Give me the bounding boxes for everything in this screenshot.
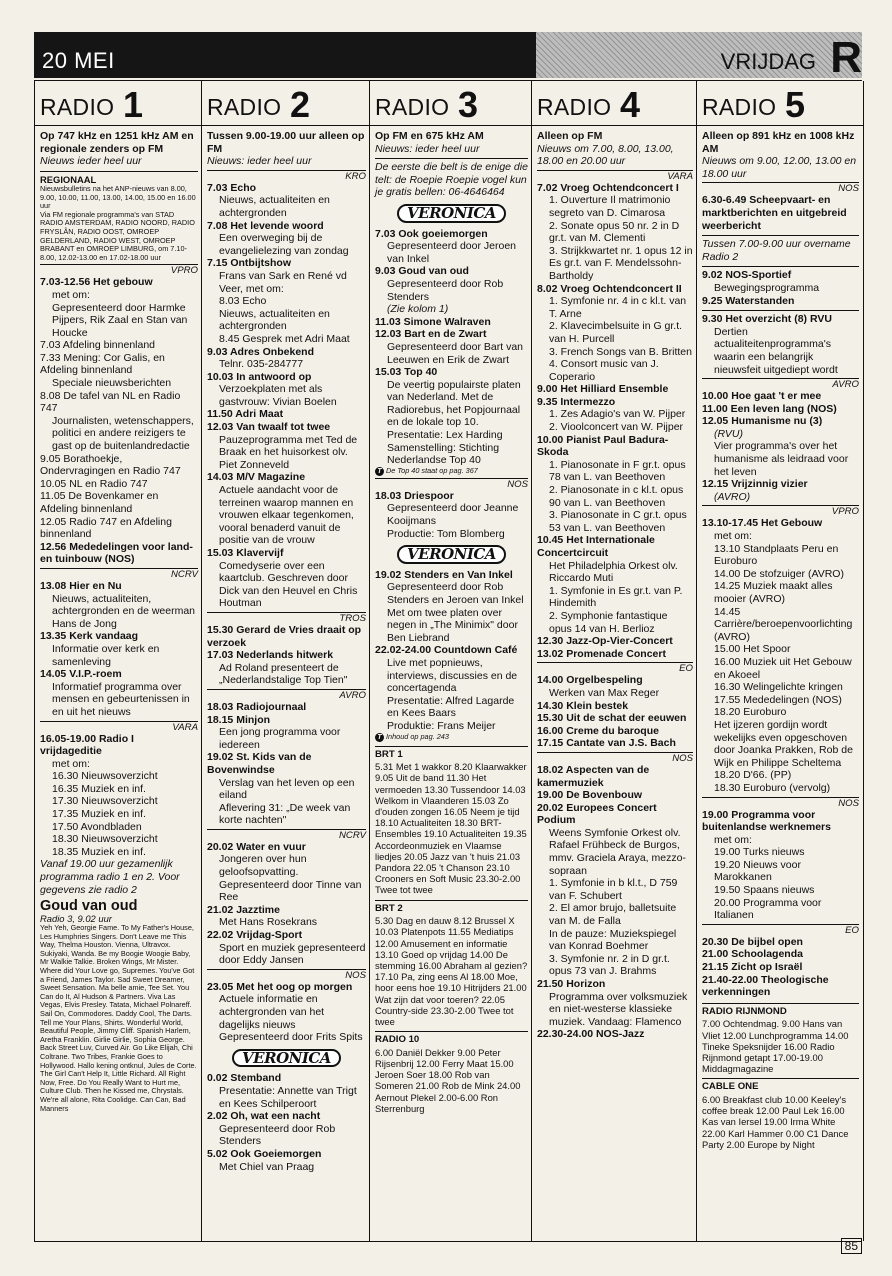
program-title: 20.02 Water en vuur	[207, 840, 306, 853]
program-detail: Gepresenteerd door Jeroen van Inkel	[387, 240, 516, 265]
section-divider	[702, 310, 859, 311]
radio-3-column	[369, 81, 532, 1241]
broadcaster-label: NOS	[702, 797, 859, 809]
program-detail: met om:	[52, 288, 90, 301]
column-header	[697, 81, 863, 126]
program-title: 17.15 Cantate van J.S. Bach	[537, 737, 676, 750]
station-name: RADIO	[537, 94, 612, 120]
program-title: 14.00 Orgelbespeling	[537, 674, 643, 687]
radio-letter-logo: R	[830, 33, 862, 82]
program-title: 19.02 St. Kids van de Bovenwindse	[207, 751, 312, 776]
program-title: 9.03 Goud van oud	[375, 265, 469, 278]
column-header	[202, 81, 370, 126]
broadcaster-label: EO	[537, 662, 693, 674]
program-detail: Nieuws om 9.00, 12.00, 13.00 en 18.00 uur	[702, 155, 857, 180]
program-detail: Pauzeprogramma met Ted de Braak en het huisorkest olv. Piet Zonneveld	[219, 433, 358, 471]
program-detail: Journalisten, wetenschappers, politici en andere reizigers te gast op de buitenlandredactie	[52, 414, 194, 453]
veronica-logo-text: VERONICA	[397, 545, 506, 564]
program-title: 7.03-12.56 Het gebouw	[40, 276, 153, 289]
program-title: 15.30 Uit de schat der eeuwen	[537, 712, 687, 725]
program-detail: Live met popnieuws, interviews, discussies en de concertagenda	[387, 656, 518, 695]
program-title: 13.10-17.45 Het Gebouw	[702, 517, 823, 530]
program-detail: Sport en muziek gepresenteerd door Eddy Jansen	[219, 941, 366, 967]
broadcaster-label: VPRO	[40, 264, 198, 276]
program-title: Op 747 kHz en 1251 kHz AM en regionale zenders op FM	[40, 130, 194, 155]
program-title: 11.50 Adri Maat	[207, 408, 284, 421]
program-detail: Actuele aandacht voor de terreinen waarop mannen en vrouwen elkaar tegenkomen, vooral benaderd vanuit de positie van de vrouw	[219, 484, 354, 547]
program-title: 14.03 M/V Magazine	[207, 471, 306, 484]
program-detail: 3. Pianosonate in C gr.t. opus 53 van L. van Beethoven	[549, 509, 687, 534]
program-detail: 14.00 De stofzuiger (AVRO)	[714, 567, 844, 580]
program-title: 23.05 Met het oog op morgen	[207, 980, 353, 993]
page-reference: Inhoud op pag. 243	[386, 731, 449, 741]
program-detail: met om:	[714, 530, 752, 543]
schedule-list	[202, 126, 370, 1173]
program-title: 22.02-24.00 Countdown Café	[375, 644, 518, 657]
date-label: 20 MEI	[42, 48, 115, 73]
broadcaster-label: NOS	[375, 478, 528, 490]
program-title: 12.03 Van twaalf tot twee	[207, 421, 331, 434]
program-detail: Nieuws: ieder heel uur	[375, 142, 480, 155]
radio-4-column	[531, 81, 697, 1241]
program-detail: 19.00 Turks nieuws	[714, 846, 805, 859]
program-detail: Het Philadelphia Orkest olv. Riccardo Muti	[549, 559, 678, 585]
broadcaster-label: AVRO	[702, 378, 859, 390]
program-detail: Actuele informatie en achtergronden van het dagelijks nieuws	[219, 993, 325, 1031]
veronica-logo	[375, 204, 528, 223]
program-title: 18.03 Radiojournaal	[207, 700, 307, 713]
program-detail: 14.45 Carrière/beroepenvoorlichting (AVRO)	[714, 605, 853, 643]
program-detail: 1. Pianosonate in F gr.t. opus 78 van L. van Beethoven	[549, 458, 686, 484]
program-detail: 3. French Songs van B. Britten	[549, 345, 692, 358]
section-divider	[375, 158, 528, 159]
program-title: 2.02 Oh, wat een nacht	[207, 1110, 321, 1123]
program-detail: 3. Strijkkwartet nr. 1 opus 12 in Es gr.t. van F. Mendelssohn-Bartholdy	[549, 244, 693, 282]
program-title: 22.30-24.00 NOS-Jazz	[537, 1028, 645, 1041]
program-detail: 2. Vioolconcert van W. Pijper	[549, 421, 684, 434]
station-name: RADIO	[40, 94, 115, 120]
program-detail: (RVU)	[714, 427, 743, 440]
program-detail: 8.08 De tafel van NL en Radio 747	[40, 389, 181, 415]
program-title: 15.30 Gerard de Vries draait op verzoek	[207, 623, 362, 649]
program-detail: Het ijzeren gordijn wordt wekelijks even opgeschoven door Joanka Prakken, Rob de Wijk en Philippe Scheltema	[714, 718, 853, 769]
program-detail: 17.50 Avondbladen	[52, 820, 142, 833]
program-detail: Comedyserie over een kaartclub. Geschreven door Dick van den Heuvel en Chris Houtman	[219, 559, 358, 610]
program-title: 21.00 Schoolagenda	[702, 948, 803, 961]
program-detail: Nieuws, actualiteiten en achtergronden	[219, 194, 330, 219]
program-detail: Nieuws ieder heel uur	[40, 155, 142, 168]
broadcaster-label: AVRO	[207, 689, 366, 701]
program-title: 9.03 Adres Onbekend	[207, 345, 314, 358]
section-divider	[702, 266, 859, 267]
broadcaster-label: KRO	[207, 170, 366, 182]
program-detail: Vanaf 19.00 uur gezamenlijk programma radio 1 en 2. Voor gegevens zie radio 2	[40, 858, 180, 896]
program-detail: 5.31 Met 1 wakkor 8.20 Klaarwakker 9.05 Uit de band 11.30 Het vermoeden 13.30 Tussendoor 14.03 Welkom in Vlaanderen 15.03 Zo d'ouden zongen 16.05 Neem je tijd 18.10 Actualiteiten 18.30 BRT-Ensembles 19.10 Actualiteiten 19.35 Accordeonmuziek en Vlaamse liedjes 20.05 Jazz van 't huis 21.03 Pandora 22.05 't Chanson 23.10 Crooners en Soft Music 23.30-2.00 Twee tot twee	[375, 761, 527, 896]
broadcaster-label: NOS	[537, 752, 693, 764]
program-title: 21.02 Jazztime	[207, 903, 280, 916]
program-title: 19.02 Stenders en Van Inkel	[375, 568, 513, 581]
program-title: BRT 2	[375, 900, 528, 916]
program-detail: Gepresenteerd door Rob Stenders	[387, 277, 504, 303]
program-detail: Nieuws, actualiteiten, achtergronden en de weerman Hans de Jong	[52, 592, 196, 630]
program-detail: 10.05 NL en Radio 747	[40, 477, 148, 490]
program-title: 15.03 Klavervijf	[207, 547, 284, 559]
program-title: Op FM en 675 kHz AM	[375, 130, 484, 142]
program-detail: Gepresenteerd door Rob Stenders en Jeroen van Inkel	[387, 581, 524, 606]
program-title: 17.03 Nederlands hitwerk	[207, 649, 334, 662]
column-header	[370, 81, 532, 126]
program-detail: 17.35 Muziek en inf.	[52, 808, 146, 821]
program-detail: met om:	[52, 757, 90, 770]
program-detail: 2. Symphonie fantastique opus 14 van H. Berlioz	[549, 609, 668, 635]
program-title: 9.30 Het overzicht (8) RVU	[702, 313, 832, 326]
program-title: 14.30 Klein bestek	[537, 699, 629, 712]
program-title: 11.03 Simone Walraven	[375, 315, 491, 328]
broadcaster-label: TROS	[207, 612, 366, 624]
program-title: 12.03 Bart en de Zwart	[375, 328, 487, 341]
program-detail: Een jong programma voor iedereen	[219, 726, 341, 751]
program-title: RADIO RIJNMOND	[702, 1003, 859, 1019]
station-number: 2	[290, 84, 311, 125]
program-detail: 18.20 Euroburo	[714, 706, 787, 719]
program-title: BRT 1	[375, 746, 528, 762]
program-title: 16.00 Creme du baroque	[537, 724, 659, 737]
program-detail: Bewegingsprogramma	[714, 281, 820, 294]
program-detail: Presentatie: Annette van Trigt en Kees Schilperoort	[219, 1084, 357, 1110]
program-detail: Met om twee platen over negen in „The Minimix" door Ben Liebrand	[387, 606, 518, 644]
program-detail: Nieuws om 7.00, 8.00, 13.00, 18.00 en 20.00 uur	[537, 142, 674, 168]
program-title: 12.56 Mededelingen voor land- en tuinbouw (NOS)	[40, 540, 193, 566]
program-title: CABLE ONE	[702, 1078, 859, 1094]
program-detail: 17.30 Nieuwsoverzicht	[52, 795, 158, 808]
program-title: 9.02 NOS-Sportief	[702, 269, 792, 282]
program-detail: Produktie: Frans Meijer	[387, 719, 496, 732]
program-detail: 8.45 Gesprek met Adri Maat	[219, 332, 350, 345]
program-title: 5.02 Ook Goeiemorgen	[207, 1147, 322, 1160]
program-detail: Productie: Tom Blomberg	[387, 527, 505, 540]
program-detail: 16.00 Muziek uit Het Gebouw en Akoeel	[714, 655, 852, 681]
program-detail: 6.00 Breakfast club 10.00 Keeley's coffee break 12.00 Paul Lek 16.00 Kas van Iersel 19.00 Irma White 22.00 Karl Hammer 0.00 C1 Dance Party 2.00 Europe by Night	[702, 1094, 849, 1150]
veronica-logo-text: VERONICA	[397, 204, 506, 223]
program-title: 21.40-22.00 Theologische verkenningen	[702, 973, 829, 999]
reference-line	[375, 467, 528, 476]
column-header	[532, 81, 697, 126]
program-title: 18.03 Driespoor	[375, 489, 454, 502]
program-title: Tussen 9.00-19.00 uur alleen op FM	[207, 130, 365, 155]
program-detail: De eerste die belt is de enige die telt: de Roepie Roepie vogel kun je gratis bellen: 06-4646464	[375, 161, 528, 199]
program-title: 7.02 Vroeg Ochtendconcert I	[537, 181, 679, 194]
program-title: 12.05 Humanisme nu (3)	[702, 415, 823, 428]
program-detail: 8.03 Echo	[219, 295, 267, 308]
program-detail: Gepresenteerd door Frits Spits	[219, 1031, 363, 1044]
program-title: 6.30-6.49 Scheepvaart- en marktberichten en uitgebreid weerbericht	[702, 194, 847, 232]
veronica-logo	[207, 1049, 366, 1068]
program-title: 13.08 Hier en Nu	[40, 579, 122, 592]
date-banner	[34, 32, 536, 78]
broadcaster-label: VPRO	[702, 505, 859, 517]
program-title: 7.15 Ontbijtshow	[207, 257, 292, 270]
program-detail: Programma over volksmuziek en niet-westerse klassieke muziek. Vandaag: Flamenco	[549, 990, 688, 1028]
program-detail: 16.35 Muziek en inf.	[52, 782, 146, 795]
broadcaster-label: NCRV	[207, 829, 366, 841]
program-title: 22.02 Vrijdag-Sport	[207, 929, 303, 942]
program-detail: Verzoekplaten met als gastvrouw: Vivian Boelen	[219, 383, 337, 408]
program-detail: Frans van Sark en René vd Veer, met om:	[219, 269, 347, 295]
radio-1-column	[34, 81, 202, 1241]
program-detail: Aflevering 31: „De week van korte nachten"	[219, 801, 351, 827]
day-label: VRIJDAG	[720, 49, 816, 74]
program-title: 20.02 Europees Concert Podium	[537, 801, 657, 827]
program-detail: 18.30 Nieuwsoverzicht	[52, 833, 158, 846]
program-detail: Gepresenteerd door Jeanne Kooijmans	[387, 502, 519, 528]
program-title: 12.15 Vrijzinnig vizier	[702, 478, 808, 491]
program-detail: De veertig populairste platen van Nederland. Met de Radiorebus, het Popjournaal en de lokale top 10. Presentatie: Lex Harding Samenstelling: Stichting Nederlandse Top 40	[387, 378, 521, 467]
program-title: Goud van oud	[40, 898, 138, 915]
program-detail: 14.25 Muziek maakt alles mooier (AVRO)	[714, 580, 833, 605]
program-detail: 5.30 Dag en dauw 8.12 Brussel X 10.03 Platenpots 11.55 Mediatips 12.00 Amusement en informatie 13.10 Goed op vrijdag 14.00 De stemming 16.00 Abraham al gezien? 17.10 Pa, zing eens Al 18.00 Moe, hoor eens hoe 19.10 Hitrijders 21.00 Wat zijn dat voor toeren? 22.05 Country-side 23.30-2.00 Twee tot twee	[375, 915, 528, 1027]
broadcaster-label: EO	[702, 924, 859, 936]
program-title: 21.50 Horizon	[537, 978, 606, 990]
program-title: Alleen op FM	[537, 130, 603, 142]
program-detail: 13.10 Standplaats Peru en Euroburo	[714, 542, 839, 568]
program-detail: Nieuws, actualiteiten en achtergronden	[219, 307, 330, 333]
program-title: 7.03 Echo	[207, 181, 257, 194]
broadcaster-label: NOS	[702, 182, 859, 194]
program-title: 18.02 Aspecten van de kamermuziek	[537, 763, 650, 789]
program-detail: Radio 3, 9.02 uur	[40, 912, 112, 924]
program-detail: Vier programma's over het humanisme als leidraad voor het leven	[714, 440, 849, 478]
broadcaster-label: NOS	[207, 969, 366, 981]
program-detail: 17.55 Mededelingen (NOS)	[714, 693, 842, 706]
program-title: 9.35 Intermezzo	[537, 395, 616, 408]
program-detail: 19.50 Spaans nieuws	[714, 884, 815, 897]
schedule-list	[532, 126, 697, 1041]
program-detail: (Zie kolom 1)	[387, 303, 449, 316]
program-detail: 1. Symfonie in Es gr.t. van P. Hindemith	[549, 584, 683, 610]
program-detail: Gepresenteerd door Rob Stenders	[219, 1122, 336, 1148]
program-title: 10.00 Hoe gaat 't er mee	[702, 390, 822, 403]
program-title: 18.15 Minjon	[207, 713, 271, 726]
program-detail: Met Chiel van Praag	[219, 1160, 315, 1173]
reference-icon: T	[375, 467, 384, 476]
veronica-logo	[375, 545, 528, 564]
program-detail: Jongeren over hun geloofsopvatting. Gepresenteerd door Tinne van Ree	[219, 853, 362, 904]
broadcaster-label: VARA	[40, 721, 198, 733]
program-detail: 7.33 Mening: Cor Galis, en Afdeling binnenland	[40, 351, 165, 377]
program-detail: 15.00 Het Spoor	[714, 643, 791, 656]
program-detail: met om:	[714, 833, 752, 846]
program-detail: 18.20 D'66. (PP)	[714, 769, 792, 782]
program-detail: Speciale nieuwsberichten	[52, 377, 172, 390]
program-title: 10.00 Pianist Paul Badura-Skoda	[537, 433, 669, 459]
program-detail: Telnr. 035-284777	[219, 358, 304, 371]
program-detail: Informatie over kerk en samenleving	[52, 642, 160, 668]
program-title: 0.02 Stemband	[207, 1072, 282, 1085]
program-detail: Via FM regionale programma's van STAD RADIO AMSTERDAM, RADIO NOORD, RADIO FRYSLÂN, RADIO OOST, OMROEP GELDERLAND, RADIO WEST, OMROEP BRABANT en OMROEP LIMBURG, om 7.10-8.00, 12.02-13.00 en 17.02-18.00 uur	[40, 209, 195, 262]
broadcaster-label: NCRV	[40, 568, 198, 580]
station-number: 4	[620, 84, 641, 125]
program-title: 11.00 Een leven lang (NOS)	[702, 402, 837, 415]
program-detail: 18.30 Euroburo (vervolg)	[714, 781, 831, 794]
program-title: 16.05-19.00 Radio I vrijdageditie	[40, 732, 134, 758]
program-detail: 2. Pianosonate in c kl.t. opus 90 van L. van Beethoven	[549, 484, 684, 509]
program-title: 9.00 Het Hilliard Ensemble	[537, 383, 669, 396]
program-detail: Tussen 7.00-9.00 uur overname Radio 2	[702, 238, 851, 263]
program-detail: 7.00 Ochtendmag. 9.00 Hans van Vliet 12.00 Lunchprogramma 14.00 Tineke Speksnijder 16.00 Radio Rijnmond getapt 17.00-19.00 Middagmagazine	[702, 1018, 849, 1075]
section-divider	[40, 171, 198, 172]
day-banner	[536, 32, 862, 82]
station-number: 3	[458, 84, 479, 125]
program-title: RADIO 10	[375, 1031, 528, 1047]
station-name: RADIO	[207, 94, 282, 120]
program-title: 21.15 Zicht op Israël	[702, 961, 803, 974]
program-detail: 16.30 Nieuwsoverzicht	[52, 770, 158, 783]
program-detail: 2. Sonate opus 50 nr. 2 in D gr.t. van M. Clementi	[549, 219, 680, 245]
schedule-list	[35, 126, 202, 1113]
program-title: 7.03 Ook goeiemorgen	[375, 227, 488, 240]
program-detail: Werken van Max Reger	[549, 686, 660, 699]
program-detail: Ad Roland presenteert de „Nederlandstalige Top Tien"	[219, 661, 348, 687]
station-number: 1	[123, 84, 144, 125]
program-detail: 2. El amor brujo, balletsuite van M. de Falla	[549, 902, 677, 928]
program-detail: 3. Symfonie nr. 2 in D gr.t. opus 73 van J. Brahms	[549, 952, 670, 978]
program-title: 10.03 In antwoord op	[207, 370, 312, 383]
page-number: 85	[841, 1238, 862, 1254]
page-reference: De Top 40 staat op pag. 367	[386, 465, 478, 475]
program-title: 9.25 Waterstanden	[702, 294, 795, 307]
station-name: RADIO	[702, 94, 777, 120]
schedule-list	[370, 126, 532, 1114]
program-detail: Met Hans Rosekrans	[219, 916, 318, 929]
program-detail: Verslag van het leven op een eiland	[219, 776, 355, 802]
section-divider	[702, 235, 859, 236]
program-detail: Presentatie: Alfred Lagarde en Kees Baars	[387, 694, 515, 720]
program-title: 15.03 Top 40	[375, 366, 438, 379]
program-detail: 19.20 Nieuws voor Marokkanen	[714, 858, 801, 884]
program-detail: 1. Zes Adagio's van W. Pijper	[549, 408, 686, 421]
program-detail: 9.05 Borathoekje, Ondervragingen en Radio 747	[40, 452, 181, 478]
program-title: Alleen op 891 kHz en 1008 kHz AM	[702, 130, 855, 155]
program-title: 19.00 De Bovenbouw	[537, 789, 643, 802]
station-number: 5	[785, 84, 806, 125]
program-detail: Weens Symfonie Orkest olv. Rafael Frühbeck de Burgos, mmv. Graciela Araya, mezzo-sopraan	[549, 826, 686, 877]
program-title: 13.02 Promenade Concert	[537, 647, 666, 660]
program-title: 14.05 V.I.P.-roem	[40, 668, 122, 681]
program-title: 8.02 Vroeg Ochtendconcert II	[537, 282, 682, 295]
program-detail: 1. Ouverture Il matrimonio segreto van D. Cimarosa	[549, 194, 671, 219]
program-detail: 16.30 Welingelichte kringen	[714, 681, 843, 694]
program-detail: Informatief programma over mensen en gebeurtenissen in en uit het nieuws	[52, 680, 190, 718]
program-detail: (AVRO)	[714, 490, 751, 503]
program-detail: In de pauze: Muziekspiegel van Konrad Boehmer	[549, 927, 677, 953]
program-detail: Nieuwsbulletins na het ANP-nieuws van 8.00, 9.00, 10.00, 11.00, 13.00, 14.00, 15.00 en 16.00 uur	[40, 183, 196, 211]
program-detail: 4. Consort music van J. Coperario	[549, 358, 659, 383]
program-detail: 18.35 Muziek en inf.	[52, 845, 146, 858]
program-title: 10.45 Het Internationale Concertcircuit	[537, 534, 655, 559]
veronica-logo-text: VERONICA	[232, 1049, 341, 1068]
page-header	[34, 32, 862, 82]
program-title: REGIONAAL	[40, 173, 97, 185]
program-detail: 12.05 Radio 747 en Afdeling binnenland	[40, 515, 172, 541]
program-title: 7.08 Het levende woord	[207, 219, 324, 232]
reference-icon: T	[375, 733, 384, 742]
program-detail: 11.05 De Bovenkamer en Afdeling binnenland	[40, 490, 159, 516]
program-detail: 1. Symfonie nr. 4 in c kl.t. van T. Arne	[549, 295, 687, 320]
program-detail: 20.00 Programma voor Italianen	[714, 896, 822, 922]
column-header	[35, 81, 202, 126]
schedule-list	[697, 126, 863, 1150]
radio-2-column	[201, 81, 370, 1241]
program-title: 20.30 De bijbel open	[702, 935, 803, 948]
program-title: 19.00 Programma voor buitenlandse werknemers	[702, 808, 831, 834]
broadcaster-label: VARA	[537, 170, 693, 182]
program-detail: Dertien actualiteitenprogramma's waarin een belangrijk nieuwsfeit uitgediept wordt	[714, 325, 838, 376]
program-detail: Gepresenteerd door Harmke Pijpers, Rik Zaal en Stan van Houcke	[52, 301, 188, 339]
program-detail: Nieuws: ieder heel uur	[207, 155, 312, 168]
program-detail: Yeh Yeh, Georgie Fame. To My Father's House, Les Humphries Singers. Don't Leave me This Way, Thelma Houston. Vienna, Ultravox. Sukiyaki, Wanda. Be my Boogie Woogie Baby, Mr Walkie Talkie. Broken Wings, Mr Mister. Where did Your Love go, Supremes. You've Got a Friend, James Taylor. Sad Sweet Dreamer, Sweet Sensation. Ma belle amie, Tee Set. You Can do It, Al Hudson & Partners. Viva Las Vegas, Elvis Presley. Tatata, Michael Polnareff. Sail On, Commodores. Daddy Cool, The Darts. Tell me Your Plans, Shirts. Wonderful World, Beautiful People, Jimmy Cliff. Spanish Harlem, Aretha Franklin. Girlie Girlie, Sophia George. Back Street Luv, Curved Air. Go Like Elijah, Chi Coltrane. Two Tribes, Frankie Goes to Hollywood. Hallo kening ontknul, Jules de Corte. The Girl Can't Help It, Little Richard. All Right Now, Free. Do You Really Want to Hurt me, Culture Club. Then he Kissed me, Chrystals. We're all alone, Rita Coolidge. Can Can, Bad Manners	[40, 923, 197, 1113]
reference-line	[375, 733, 528, 742]
radio-columns	[34, 80, 862, 1242]
program-title: 12.30 Jazz-Op-Vier-Concert	[537, 635, 673, 648]
program-detail: Gepresenteerd door Bart van Leeuwen en Erik de Zwart	[387, 340, 523, 366]
radio-5-column	[696, 81, 864, 1241]
program-detail: 1. Symfonie in b kl.t., D 759 van F. Schubert	[549, 877, 678, 902]
program-detail: 6.00 Daniël Dekker 9.00 Peter Rijsenbrij 12.00 Ferry Maat 15.00 Jeroen Soer 18.00 Rob van Someren 21.00 Rob de Mink 24.00 Aernout Plekel 2.00-6.00 Ron Sterrenburg	[375, 1046, 521, 1114]
station-name: RADIO	[375, 94, 450, 120]
program-detail: 7.03 Afdeling binnenland	[40, 339, 156, 352]
program-detail: 2. Klavecimbelsuite in G gr.t. van H. Purcell	[549, 320, 683, 345]
program-title: 13.35 Kerk vandaag	[40, 630, 139, 643]
program-detail: Een overweging bij de evangelielezing van zondag	[219, 232, 349, 257]
